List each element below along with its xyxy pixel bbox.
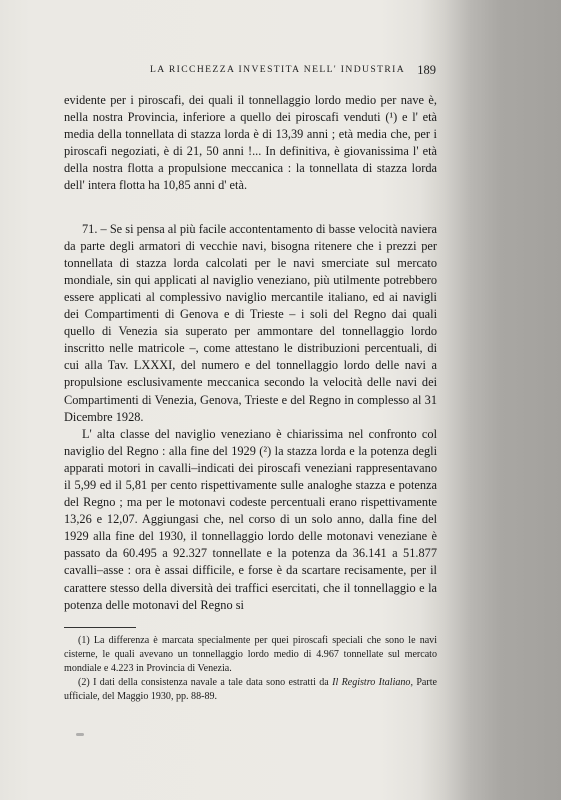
paragraph-71: 71. – Se si pensa al più facile accontentamento di basse velocità naviera da parte degli armatori di vecchie navi, bisogna ritenere che i prezzi per tonnellata di stazza lorda calcolati per le navi smerciate sul mercato mondiale, sin qui applicati al naviglio veneziano, più utilmente potrebbero essere applicati al complessivo naviglio mercantile italiano, ed ai navigli dei Compartimenti di Genova e di Trieste – i soli del Regno dai quali quello di Venezia sia superato per ammontare del tonnellaggio lordo inscritto nelle matricole –, come attestano le distribuzioni percentuali, di cui alla Tav. LXXXI, del numero e del tonnellaggio lordo delle navi a propulsione esclusivamente meccanica secondo la velocità delle navi dei Compartimenti di Venezia, Genova, Trieste e del Regno in complesso al 31 Dicembre 1928. — [64, 221, 437, 424]
footnote-2-prefix: (2) I dati della consistenza navale a tale data sono estratti da — [78, 677, 333, 689]
running-title: LA RICCHEZZA INVESTITA NELL' INDUSTRIA — [150, 64, 406, 75]
ink-mark — [76, 733, 84, 736]
body-text — [64, 92, 437, 614]
page-number: 189 — [417, 63, 436, 77]
paragraph-1: evidente per i piroscafi, dei quali il tonnellaggio lordo medio per nave è, nella nostra Provincia, inferiore a quello dei piroscafi venduti (¹) e l' età media della tonnellata di stazza lorda è di 13,39 anni ; età media che, per i piroscafi negoziati, è di 21, 50 anni !... In definitiva, è giovanissima l' età della nostra flotta a propulsione meccanica : la tonnellata di stazza lorda dell' intera flotta ha 10,85 anni d' età. — [64, 93, 437, 193]
footnotes — [64, 634, 437, 704]
footnote-1: (1) La differenza è marcata specialmente per quei piroscafi speciali che sono le navi cisterne, le quali avevano un tonnellaggio lordo medio di 4.967 tonnellate sul mercato mondiale e 4.223 in Provincia di Venezia. — [64, 635, 437, 675]
footnote-2-source: Il Registro Italiano, — [332, 677, 413, 689]
footnote-2-suffix: Parte ufficiale, del Maggio 1930, pp. 88-89. — [64, 677, 437, 703]
paragraph-3: L' alta classe del naviglio veneziano è chiarissima nel confronto col naviglio del Regno : alla fine del 1929 (²) la stazza lorda e la potenza degli apparati motori in cavalli–indicati dei piroscafi veneziani rappresentavano il 5,99 ed il 5,81 per cento rispettivamente sulle analoghe stazza e potenza del Regno ; ma per le motonavi codeste percentuali erano rispettivamente 13,26 e 12,07. Aggiungasi che, nel corso di un solo anno, dalla fine del 1929 alla fine del 1930, il tonnellaggio lordo delle motonavi veneziane è passato da 60.495 a 92.327 tonnellate e la potenza da 36.141 a 51.877 cavalli–asse : ora è assai difficile, e forse è da scartare recisamente, per il carattere stesso della diversità dei traffici esercitati, che il tonnellaggio e la potenza delle motonavi del Regno si — [64, 426, 437, 612]
page-header — [64, 63, 436, 83]
footnote-rule — [64, 627, 136, 628]
footnote-2 — [64, 676, 437, 704]
